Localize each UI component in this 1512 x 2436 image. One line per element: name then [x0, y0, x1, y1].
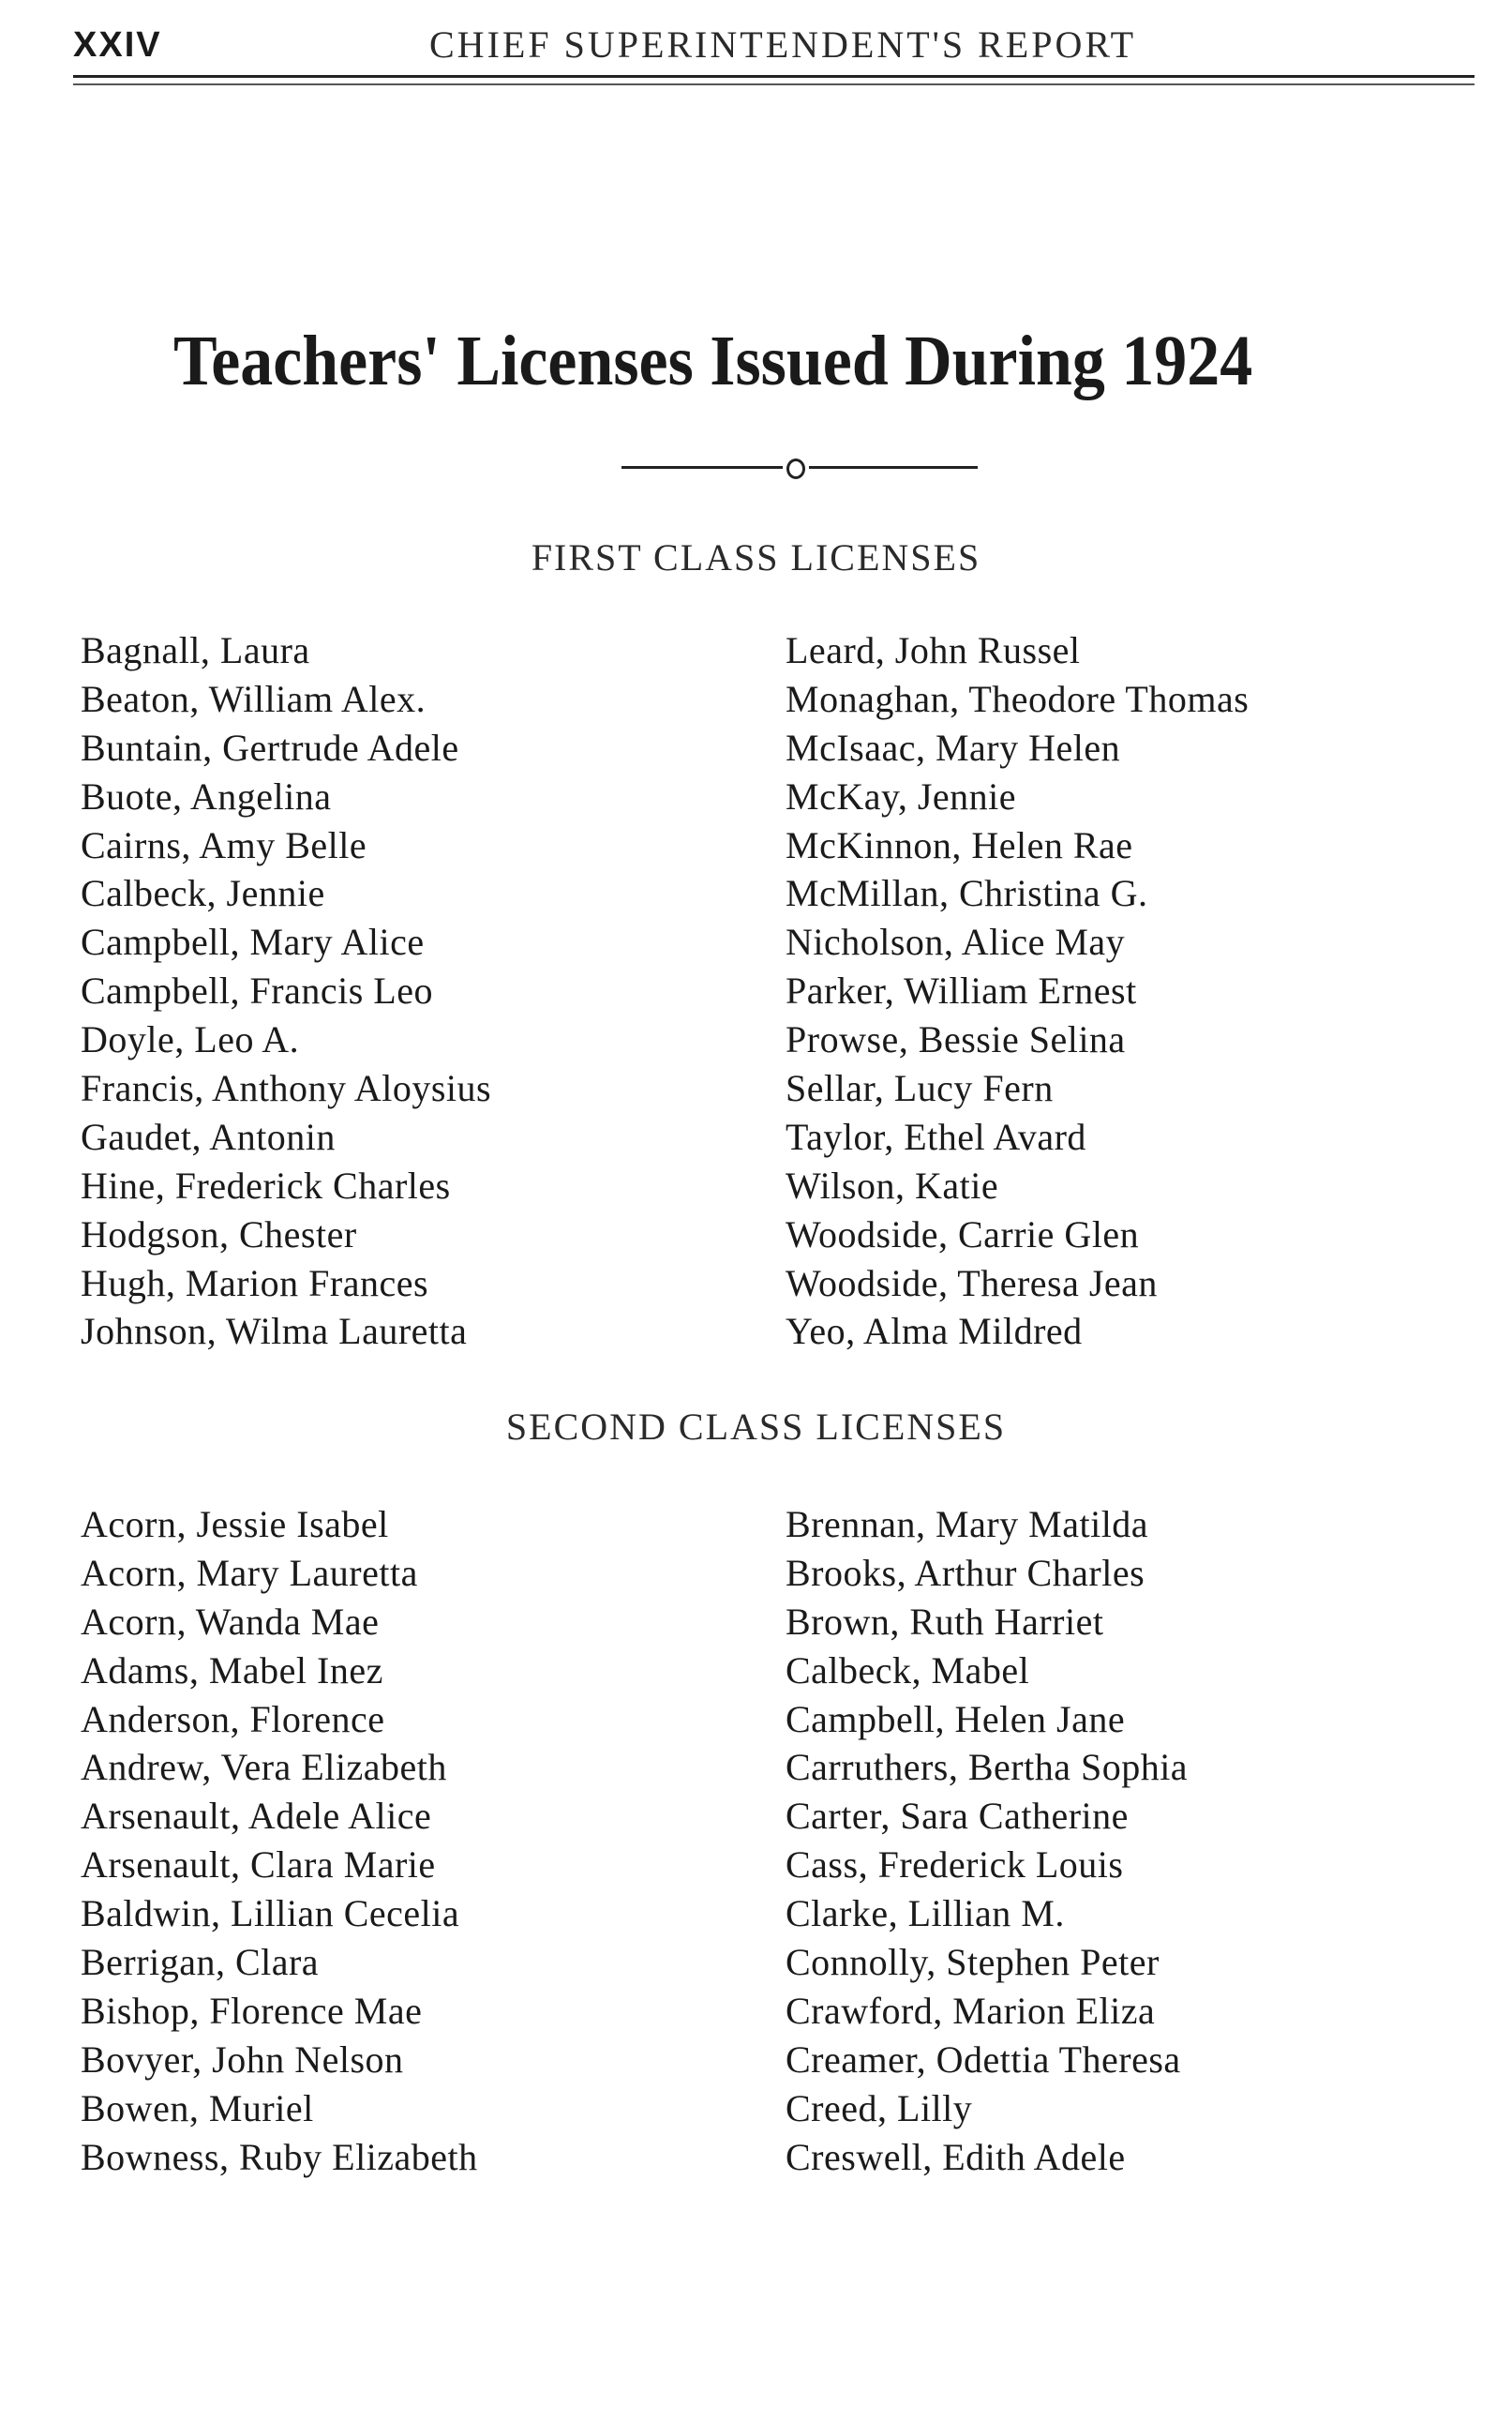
list-item: Bovyer, John Nelson — [81, 2038, 404, 2081]
list-item: Berrigan, Clara — [81, 1941, 320, 1984]
list-item: Carruthers, Bertha Sophia — [786, 1746, 1189, 1789]
list-item: McKinnon, Helen Rae — [786, 823, 1133, 866]
list-item: Gaudet, Antonin — [81, 1115, 336, 1158]
list-item: Hodgson, Chester — [81, 1212, 357, 1256]
list-item: Carter, Sara Catherine — [786, 1795, 1129, 1838]
list-item: Bowness, Ruby Elizabeth — [81, 2135, 478, 2178]
section-heading-first-class: FIRST CLASS LICENSES — [531, 536, 981, 579]
list-item: Prowse, Bessie Selina — [786, 1018, 1126, 1061]
list-item: Bishop, Florence Mae — [81, 1989, 423, 2032]
list-item: Campbell, Francis Leo — [81, 970, 433, 1013]
list-item: Johnson, Wilma Lauretta — [81, 1310, 468, 1353]
list-item: Sellar, Lucy Fern — [786, 1067, 1054, 1110]
list-item: Monaghan, Theodore Thomas — [786, 677, 1250, 720]
list-item: Woodside, Carrie Glen — [786, 1212, 1140, 1256]
list-item: Calbeck, Mabel — [786, 1648, 1030, 1692]
page-header — [73, 17, 1475, 73]
list-item: Cass, Frederick Louis — [786, 1843, 1124, 1887]
header-rule-thin — [73, 83, 1475, 85]
list-item: Baldwin, Lillian Cecelia — [81, 1892, 460, 1935]
list-item: Acorn, Jessie Isabel — [81, 1503, 389, 1545]
second-class-left-column — [81, 1500, 478, 2181]
list-item: Adams, Mabel Inez — [81, 1648, 383, 1692]
list-item: Yeo, Alma Mildred — [786, 1310, 1083, 1353]
header-rule-thick — [73, 75, 1475, 78]
list-item: Beaton, William Alex. — [81, 677, 427, 720]
ornament-line-left — [621, 466, 783, 469]
list-item: Wilson, Katie — [786, 1164, 999, 1207]
list-item: Nicholson, Alice May — [786, 921, 1126, 964]
list-item: Taylor, Ethel Avard — [786, 1115, 1086, 1158]
list-item: Hine, Frederick Charles — [81, 1164, 451, 1207]
first-class-left-column — [81, 626, 491, 1356]
list-item: Anderson, Florence — [81, 1697, 385, 1740]
section-heading-second-class: SECOND CLASS LICENSES — [505, 1406, 1007, 1448]
list-item: Bagnall, Laura — [81, 629, 310, 671]
list-item: Hugh, Marion Frances — [81, 1261, 429, 1304]
list-item: Woodside, Theresa Jean — [786, 1261, 1158, 1304]
list-item: Brooks, Arthur Charles — [786, 1551, 1145, 1594]
ornament-circle — [786, 459, 805, 479]
list-item: Clarke, Lillian M. — [786, 1892, 1065, 1935]
list-item: Bowen, Muriel — [81, 2086, 314, 2129]
list-item: McIsaac, Mary Helen — [786, 726, 1121, 769]
list-item: Parker, William Ernest — [786, 970, 1137, 1013]
list-item: Arsenault, Clara Marie — [81, 1843, 436, 1887]
list-item: Acorn, Mary Lauretta — [81, 1551, 418, 1594]
running-head: CHIEF SUPERINTENDENT'S REPORT — [429, 23, 1137, 66]
list-item: Calbeck, Jennie — [81, 872, 325, 915]
page-title: Teachers' Licenses Issued During 1924 — [173, 322, 1253, 400]
list-item: Creswell, Edith Adele — [786, 2135, 1126, 2178]
first-class-right-column — [786, 626, 1249, 1356]
list-item: McMillan, Christina G. — [786, 872, 1148, 915]
list-item: Brown, Ruth Harriet — [786, 1600, 1104, 1643]
list-item: Campbell, Helen Jane — [786, 1697, 1126, 1740]
list-item: Crawford, Marion Eliza — [786, 1989, 1156, 2032]
list-item: Buote, Angelina — [81, 774, 332, 818]
list-item: Acorn, Wanda Mae — [81, 1600, 380, 1643]
list-item: Creamer, Odettia Theresa — [786, 2038, 1181, 2081]
list-item: Andrew, Vera Elizabeth — [81, 1746, 447, 1789]
list-item: Cairns, Amy Belle — [81, 823, 367, 866]
ornament-line-right — [809, 466, 978, 469]
list-item: Arsenault, Adele Alice — [81, 1795, 432, 1838]
list-item: Brennan, Mary Matilda — [786, 1503, 1149, 1545]
list-item: Buntain, Gertrude Adele — [81, 726, 459, 769]
list-item: Francis, Anthony Aloysius — [81, 1067, 492, 1110]
list-item: Connolly, Stephen Peter — [786, 1941, 1160, 1984]
title-ornament — [621, 448, 978, 486]
list-item: Creed, Lilly — [786, 2086, 973, 2129]
page-number: XXIV — [73, 25, 162, 65]
second-class-right-column — [786, 1500, 1188, 2181]
list-item: Campbell, Mary Alice — [81, 921, 425, 964]
list-item: McKay, Jennie — [786, 774, 1017, 818]
list-item: Doyle, Leo A. — [81, 1018, 300, 1061]
list-item: Leard, John Russel — [786, 629, 1081, 671]
